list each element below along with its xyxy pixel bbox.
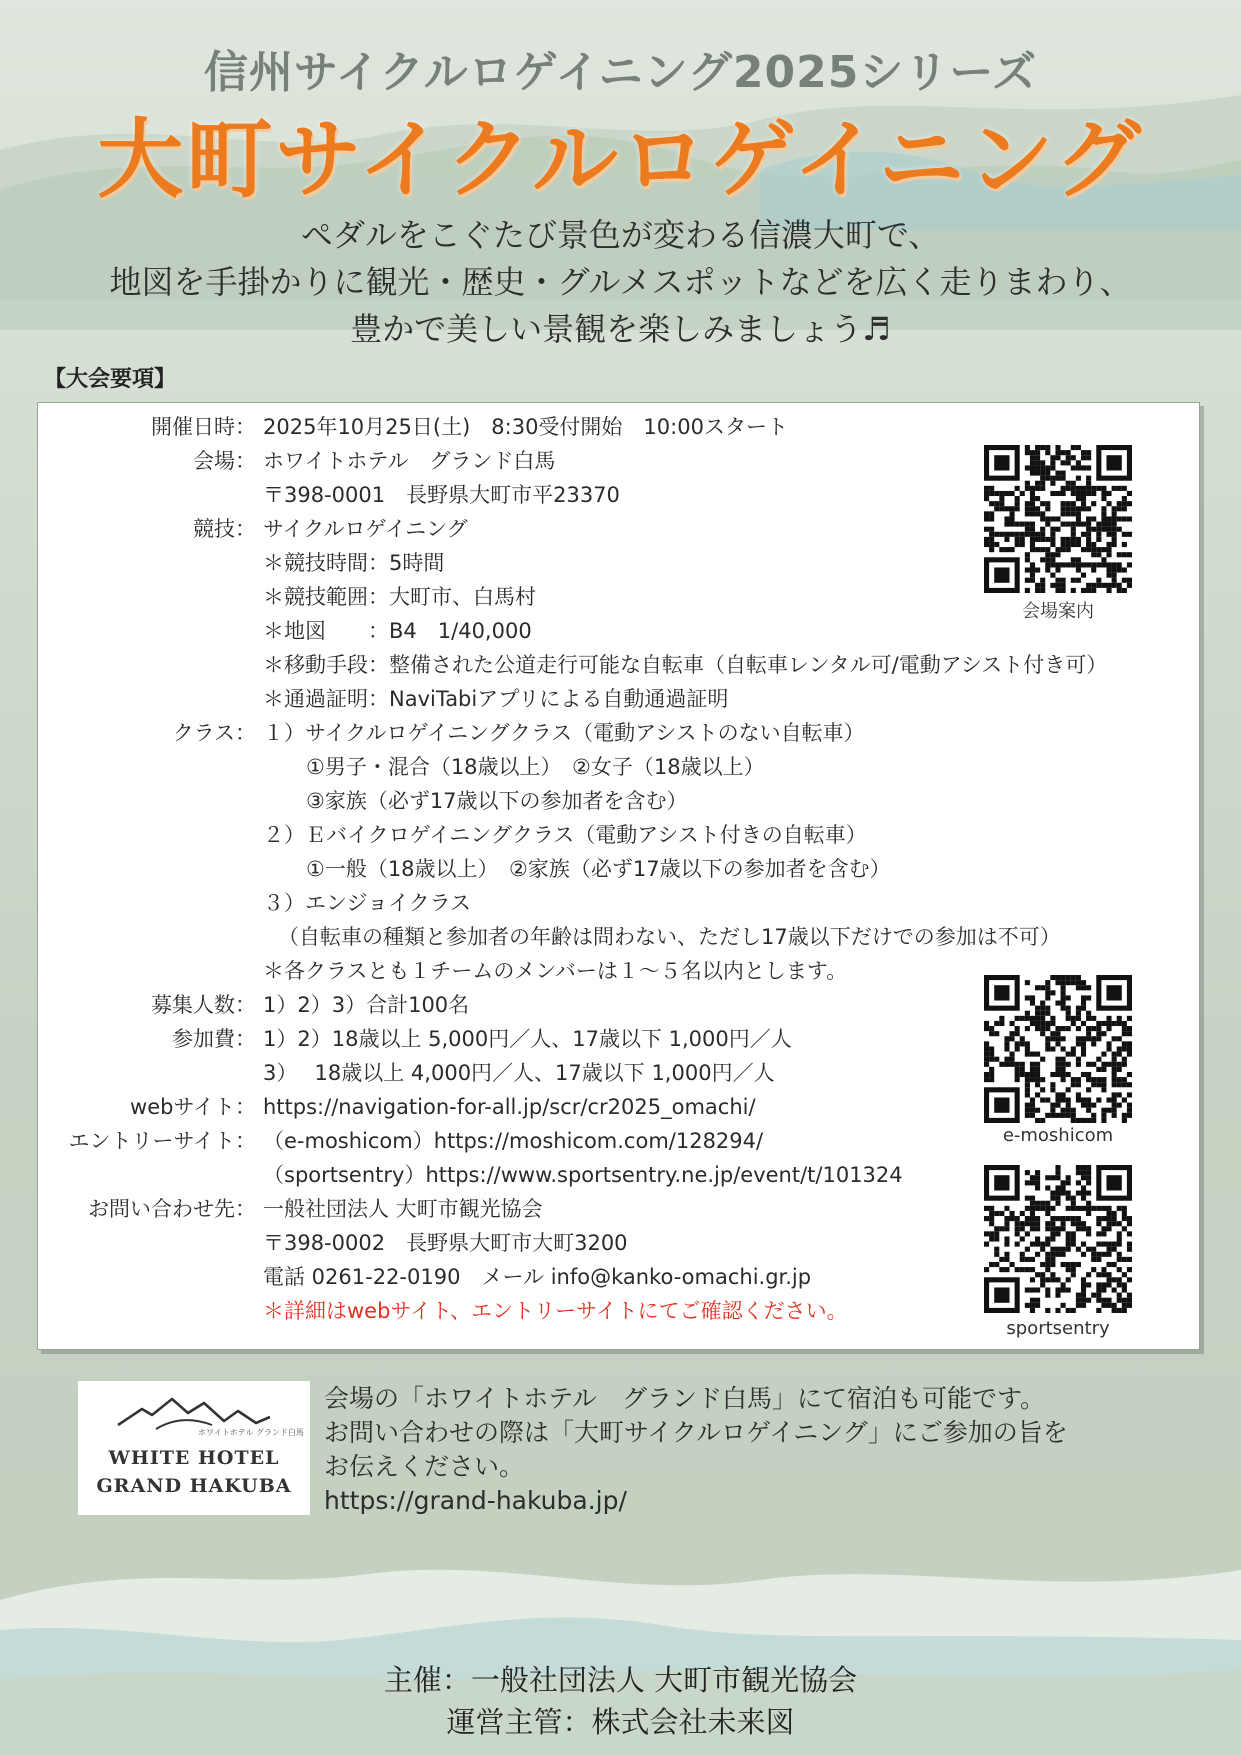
website-label: webサイト： bbox=[130, 1095, 256, 1119]
entry-label: エントリーサイト： bbox=[68, 1129, 256, 1153]
moshicom-qr-code[interactable] bbox=[984, 975, 1132, 1123]
event-value: サイクルロゲイニング bbox=[263, 517, 468, 541]
event-transport: ＊移動手段：整備された公道走行可能な自転車（自転車レンタル可/電動アシスト付き可） bbox=[263, 653, 1108, 677]
event-details-box bbox=[37, 402, 1200, 1350]
intro-line: 地図を手掛かりに観光・歴史・グルメスポットなどを広く走りまわり、 bbox=[109, 263, 1132, 301]
mountain-logo-icon bbox=[116, 1395, 272, 1431]
fee-label: 参加費： bbox=[172, 1027, 256, 1051]
hotel-url[interactable]: https://grand-hakuba.jp/ bbox=[324, 1486, 627, 1515]
fee-line-2: 3） 18歳以上 4,000円／人、17歳以下 1,000円／人 bbox=[263, 1061, 775, 1085]
website-link[interactable]: https://navigation-for-all.jp/scr/cr2025_omachi/ bbox=[263, 1095, 756, 1119]
details-note: ＊詳細はwebサイト、エントリーサイトにてご確認ください。 bbox=[263, 1299, 848, 1323]
date-label: 開催日時： bbox=[151, 415, 256, 439]
event-proof: ＊通過証明：NaviTabiアプリによる自動通過証明 bbox=[263, 687, 729, 711]
capacity-value: 1）2）3）合計100名 bbox=[263, 993, 470, 1017]
organizer-text: 主催：一般社団法人 大町市観光協会 bbox=[383, 1663, 858, 1697]
class-1: １）サイクルロゲイニングクラス（電動アシストのない自転車） bbox=[263, 721, 865, 745]
event-label: 競技： bbox=[193, 517, 256, 541]
event-map: ＊地図 ：B4 1/40,000 bbox=[263, 619, 532, 643]
series-title: 信州サイクルロゲイニング2025シリーズ bbox=[203, 47, 1038, 98]
venue-value: ホワイトホテル グランド白馬 bbox=[263, 449, 556, 473]
class-3: ３）エンジョイクラス bbox=[263, 891, 472, 915]
class-note: ＊各クラスとも１チームのメンバーは１～５名以内とします。 bbox=[263, 959, 848, 983]
class-1a: ①男子・混合（18歳以上） ②女子（18歳以上） bbox=[306, 755, 765, 779]
sportsentry-qr-code[interactable] bbox=[984, 1165, 1132, 1313]
hotel-text-line: 会場の「ホワイトホテル グランド白馬」にて宿泊も可能です。 bbox=[324, 1384, 1046, 1413]
class-label: クラス： bbox=[172, 721, 256, 745]
hotel-logo bbox=[78, 1381, 310, 1515]
intro-line: ペダルをこぐたび景色が変わる信濃大町で、 bbox=[300, 216, 941, 254]
capacity-label: 募集人数： bbox=[151, 993, 256, 1017]
event-time: ＊競技時間：5時間 bbox=[263, 551, 445, 575]
class-1b: ③家族（必ず17歳以下の参加者を含む） bbox=[306, 789, 688, 813]
venue-label: 会場： bbox=[193, 449, 256, 473]
hotel-text-line: お問い合わせの際は「大町サイクルロゲイニング」にご参加の旨を bbox=[324, 1418, 1068, 1447]
venue-address: 〒398-0001 長野県大町市平23370 bbox=[263, 483, 620, 507]
contact-label: お問い合わせ先： bbox=[88, 1197, 256, 1221]
entry-link-sportsentry[interactable]: （sportsentry）https://www.sportsentry.ne.jp/event/t/101324 bbox=[263, 1163, 903, 1187]
entry-link-moshicom[interactable]: （e-moshicom）https://moshicom.com/128294/ bbox=[263, 1129, 764, 1153]
intro-line: 豊かで美しい景観を楽しみましょう♬ bbox=[350, 310, 891, 348]
contact-address: 〒398-0002 長野県大町市大町3200 bbox=[263, 1231, 628, 1255]
hotel-text-line: お伝えください。 bbox=[324, 1452, 525, 1481]
sportsentry-qr-caption: sportsentry bbox=[1006, 1318, 1110, 1339]
hotel-logo-line-2: GRAND HAKUBA bbox=[96, 1475, 292, 1497]
section-heading: 【大会要項】 bbox=[44, 367, 177, 392]
class-2a: ①一般（18歳以上） ②家族（必ず17歳以下の参加者を含む） bbox=[306, 857, 891, 881]
date-value: 2025年10月25日(土) 8:30受付開始 10:00スタート bbox=[263, 415, 788, 439]
hotel-logo-jp: ホワイトホテル グランド白馬 bbox=[198, 1428, 304, 1437]
venue-qr-caption: 会場案内 bbox=[1022, 601, 1094, 622]
main-title: 大町サイクルロゲイニング bbox=[97, 110, 1144, 210]
event-area: ＊競技範囲：大町市、白馬村 bbox=[263, 585, 536, 609]
contact-org: 一般社団法人 大町市観光協会 bbox=[263, 1197, 543, 1221]
fee-line-1: 1）2）18歳以上 5,000円／人、17歳以下 1,000円／人 bbox=[263, 1027, 792, 1051]
hotel-info bbox=[324, 1382, 1068, 1518]
moshicom-qr-caption: e-moshicom bbox=[1002, 1125, 1114, 1146]
class-2: ２）Ｅバイクロゲイニングクラス（電動アシスト付きの自転車） bbox=[263, 823, 867, 847]
hotel-logo-line-1: WHITE HOTEL bbox=[108, 1447, 280, 1469]
class-3a: （自転車の種類と参加者の年齢は問わない、ただし17歳以下だけでの参加は不可） bbox=[278, 925, 1061, 949]
venue-qr-code[interactable] bbox=[984, 445, 1132, 593]
contact-phone: 電話 0261-22-0190 メール info@kanko-omachi.gr.jp bbox=[263, 1265, 812, 1289]
intro-text bbox=[0, 212, 1241, 353]
operator-text: 運営主管：株式会社未来図 bbox=[446, 1705, 795, 1739]
